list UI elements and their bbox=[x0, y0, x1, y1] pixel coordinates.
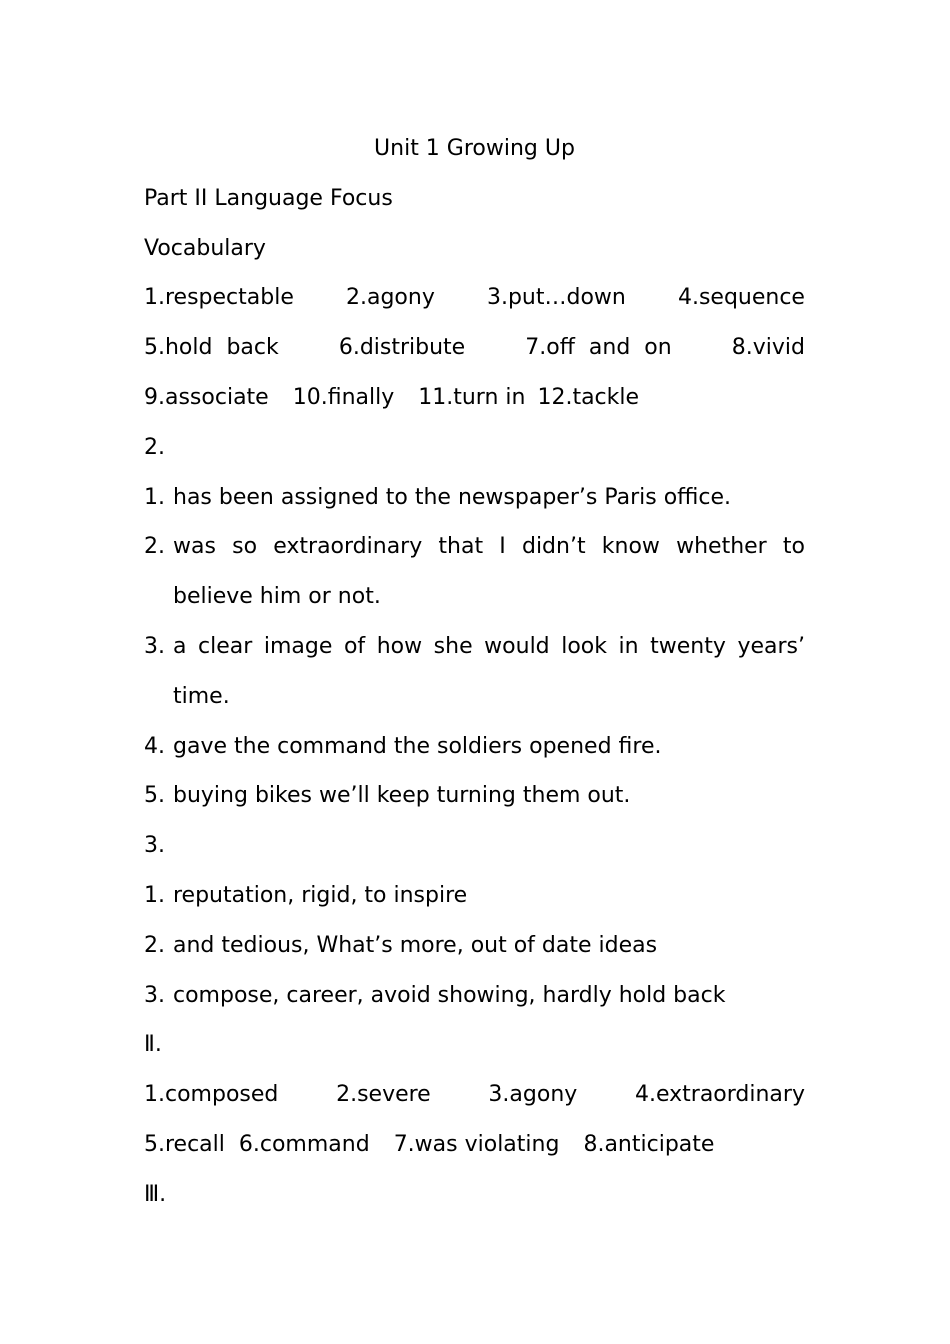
answer-word: 7.was violating bbox=[393, 1131, 560, 1157]
vocab-word: 12.tackle bbox=[537, 384, 640, 410]
document-title: Unit 1 Growing Up bbox=[374, 136, 575, 161]
item-text: was so extraordinary that I didn’t know whether to believe him or not. bbox=[173, 534, 805, 610]
vocab-word: 10.finally bbox=[292, 384, 395, 410]
item-text: has been assigned to the newspaper’s Paris office. bbox=[173, 484, 732, 510]
list-item bbox=[144, 522, 805, 622]
document-page bbox=[144, 124, 805, 1220]
vocab-word: 2.agony bbox=[345, 285, 435, 311]
part-heading: Part II Language Focus bbox=[144, 185, 393, 211]
answer-word: 5.recall bbox=[144, 1131, 225, 1157]
item-number: 2. bbox=[144, 534, 165, 560]
item-text: gave the command the soldiers opened fire. bbox=[173, 733, 662, 759]
item-number: 1. bbox=[144, 882, 165, 908]
vocab-word: 11.turn in bbox=[418, 384, 526, 410]
item-text: a clear image of how she would look in twenty years’ time. bbox=[173, 633, 805, 709]
item-number: 3. bbox=[144, 633, 165, 659]
vocab-word: 4.sequence bbox=[677, 285, 805, 311]
roman-3-label: Ⅲ. bbox=[144, 1181, 167, 1207]
answer-word: 6.command bbox=[238, 1131, 370, 1157]
item-text: and tedious, What’s more, out of date ideas bbox=[173, 932, 658, 958]
answer-row bbox=[144, 1120, 805, 1170]
list-item bbox=[144, 622, 805, 722]
vocab-word: 1.respectable bbox=[144, 285, 294, 311]
item-number: 1. bbox=[144, 484, 165, 510]
vocab-word: 8.vivid bbox=[731, 335, 805, 361]
vocab-word: 7.off and on bbox=[525, 335, 672, 361]
roman-2-label: Ⅱ. bbox=[144, 1032, 162, 1058]
answer-word: 3.agony bbox=[488, 1082, 578, 1108]
answer-word: 2.severe bbox=[336, 1082, 431, 1108]
answer-word: 8.anticipate bbox=[583, 1131, 715, 1157]
answer-row bbox=[144, 1070, 805, 1120]
item-text: compose, career, avoid showing, hardly hold back bbox=[173, 982, 726, 1008]
list-item bbox=[144, 771, 805, 821]
vocab-word: 5.hold back bbox=[144, 335, 279, 361]
answer-word: 4.extraordinary bbox=[634, 1082, 805, 1108]
item-number: 3. bbox=[144, 982, 165, 1008]
vocab-row bbox=[144, 323, 805, 373]
list-item bbox=[144, 871, 805, 921]
list-item bbox=[144, 722, 805, 772]
item-number: 2. bbox=[144, 932, 165, 958]
item-number: 5. bbox=[144, 783, 165, 809]
item-number: 4. bbox=[144, 733, 165, 759]
vocab-row bbox=[144, 273, 805, 323]
section-3-label: 3. bbox=[144, 833, 165, 859]
item-text: reputation, rigid, to inspire bbox=[173, 882, 468, 908]
list-item bbox=[144, 473, 805, 523]
vocab-word: 3.put…down bbox=[486, 285, 626, 311]
vocab-word: 9.associate bbox=[144, 384, 269, 410]
item-text: buying bikes we’ll keep turning them out. bbox=[173, 783, 631, 809]
list-item bbox=[144, 921, 805, 971]
vocab-row bbox=[144, 373, 805, 423]
vocab-word: 6.distribute bbox=[338, 335, 466, 361]
vocabulary-heading: Vocabulary bbox=[144, 235, 266, 261]
answer-word: 1.composed bbox=[144, 1082, 279, 1108]
section-2-label: 2. bbox=[144, 434, 165, 460]
list-item bbox=[144, 971, 805, 1021]
